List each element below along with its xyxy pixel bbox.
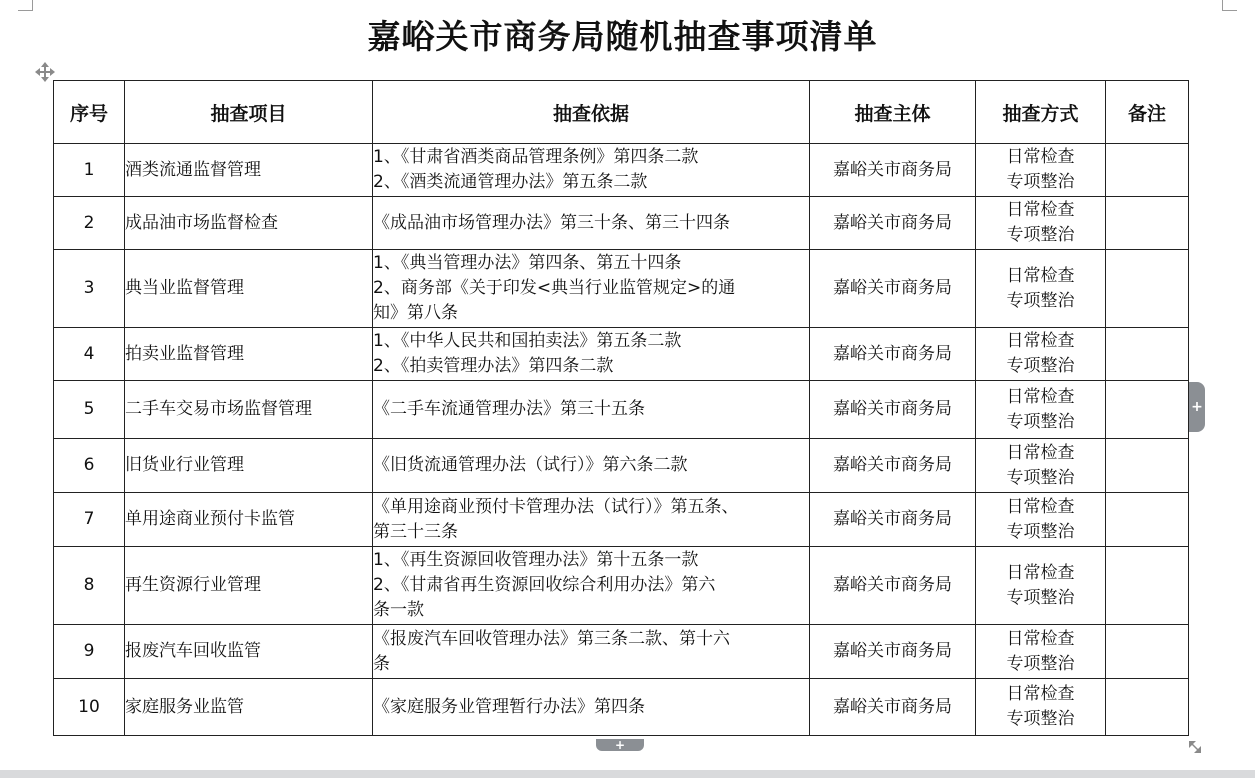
inspection-subject: 嘉峪关市商务局 xyxy=(810,625,976,679)
basis-line: 1、《甘肃省酒类商品管理条例》第四条二款 xyxy=(373,147,699,167)
inspection-basis xyxy=(373,250,810,328)
method-line: 专项整治 xyxy=(1006,521,1075,542)
inspection-note xyxy=(1106,679,1189,736)
resize-corner-icon[interactable] xyxy=(1188,739,1202,753)
method-line: 专项整治 xyxy=(1006,172,1075,192)
add-row-button[interactable] xyxy=(596,739,644,751)
inspection-method xyxy=(976,144,1106,197)
inspection-subject: 嘉峪关市商务局 xyxy=(810,439,976,493)
inspection-subject: 嘉峪关市商务局 xyxy=(810,493,976,547)
inspection-item: 二手车交易市场监督管理 xyxy=(125,381,373,439)
method-line: 专项整治 xyxy=(1006,653,1075,674)
inspection-note xyxy=(1106,625,1189,679)
inspection-item: 单用途商业预付卡监管 xyxy=(125,493,373,547)
inspection-note xyxy=(1106,197,1189,250)
basis-line: 《报废汽车回收管理办法》第三条二款、第十六 xyxy=(373,628,730,649)
inspection-method xyxy=(976,625,1106,679)
table-row xyxy=(54,328,1189,381)
table-header-row xyxy=(54,81,1189,144)
inspection-note xyxy=(1106,250,1189,328)
inspection-subject: 嘉峪关市商务局 xyxy=(810,381,976,439)
inspection-note xyxy=(1106,328,1189,381)
inspection-item: 报废汽车回收监管 xyxy=(125,625,373,679)
inspection-item: 酒类流通监督管理 xyxy=(125,144,373,197)
row-number: 1 xyxy=(54,144,125,197)
table-row xyxy=(54,547,1189,625)
add-column-button[interactable] xyxy=(1189,382,1205,432)
table-row xyxy=(54,493,1189,547)
inspection-item: 旧货业行业管理 xyxy=(125,439,373,493)
method-line: 专项整治 xyxy=(1006,587,1075,608)
basis-line: 1、《再生资源回收管理办法》第十五条一款 xyxy=(373,550,699,570)
basis-line: 2、《拍卖管理办法》第四条二款 xyxy=(373,356,614,376)
row-number: 4 xyxy=(54,328,125,381)
inspection-note xyxy=(1106,547,1189,625)
inspection-subject: 嘉峪关市商务局 xyxy=(810,144,976,197)
inspection-item: 典当业监督管理 xyxy=(125,250,373,328)
basis-line: 《二手车流通管理办法》第三十五条 xyxy=(373,399,645,419)
row-number: 8 xyxy=(54,547,125,625)
plus-icon: + xyxy=(614,738,626,752)
inspection-item: 家庭服务业监管 xyxy=(125,679,373,736)
method-line: 日常检查 xyxy=(1006,496,1075,517)
document-title: 嘉峪关市商务局随机抽查事项清单 xyxy=(367,17,878,56)
basis-line: 1、《中华人民共和国拍卖法》第五条二款 xyxy=(373,331,682,351)
inspection-item: 拍卖业监督管理 xyxy=(125,328,373,381)
inspection-method xyxy=(976,381,1106,439)
row-number: 5 xyxy=(54,381,125,439)
inspection-method xyxy=(976,679,1106,736)
method-line: 专项整治 xyxy=(1006,467,1075,488)
header-item: 抽查项目 xyxy=(125,81,373,144)
row-number: 9 xyxy=(54,625,125,679)
inspection-subject: 嘉峪关市商务局 xyxy=(810,197,976,250)
inspection-basis xyxy=(373,493,810,547)
page-corner-mark-right xyxy=(1222,0,1237,11)
method-line: 日常检查 xyxy=(1006,442,1075,463)
row-number: 3 xyxy=(54,250,125,328)
inspection-basis xyxy=(373,328,810,381)
inspection-item: 成品油市场监督检查 xyxy=(125,197,373,250)
method-line: 日常检查 xyxy=(1006,147,1075,167)
basis-line: 《单用途商业预付卡管理办法（试行）》第五条、 xyxy=(373,496,739,517)
inspection-subject: 嘉峪关市商务局 xyxy=(810,547,976,625)
basis-line: 《家庭服务业管理暂行办法》第四条 xyxy=(373,696,645,717)
table-row xyxy=(54,144,1189,197)
inspection-method xyxy=(976,439,1106,493)
header-basis: 抽查依据 xyxy=(373,81,810,144)
method-line: 日常检查 xyxy=(1006,386,1075,407)
table-row xyxy=(54,381,1189,439)
basis-line: 2、商务部《关于印发<典当行业监管规定>的通 xyxy=(373,278,736,298)
inspection-method xyxy=(976,328,1106,381)
page-corner-mark-left xyxy=(18,0,33,11)
inspection-basis xyxy=(373,197,810,250)
basis-line: 2、《酒类流通管理办法》第五条二款 xyxy=(373,172,648,192)
header-note: 备注 xyxy=(1106,81,1189,144)
method-line: 日常检查 xyxy=(1006,684,1075,704)
inspection-basis xyxy=(373,144,810,197)
basis-line: 《旧货流通管理办法（试行）》第六条二款 xyxy=(373,455,688,475)
table-row xyxy=(54,625,1189,679)
basis-line: 知》第八条 xyxy=(373,303,458,323)
basis-line: 《成品油市场管理办法》第三十条、第三十四条 xyxy=(373,212,730,233)
table-row xyxy=(54,197,1189,250)
inspection-method xyxy=(976,250,1106,328)
inspection-subject: 嘉峪关市商务局 xyxy=(810,679,976,736)
table-row xyxy=(54,679,1189,736)
header-method: 抽查方式 xyxy=(976,81,1106,144)
row-number: 7 xyxy=(54,493,125,547)
inspection-subject: 嘉峪关市商务局 xyxy=(810,250,976,328)
method-line: 日常检查 xyxy=(1006,628,1075,649)
basis-line: 2、《甘肃省再生资源回收综合利用办法》第六 xyxy=(373,575,716,595)
basis-line: 条 xyxy=(373,653,390,674)
method-line: 日常检查 xyxy=(1006,331,1075,351)
method-line: 日常检查 xyxy=(1006,200,1075,220)
row-number: 10 xyxy=(54,679,125,736)
inspection-basis xyxy=(373,625,810,679)
table-row xyxy=(54,250,1189,328)
inspection-subject: 嘉峪关市商务局 xyxy=(810,328,976,381)
method-line: 专项整治 xyxy=(1006,709,1075,729)
method-line: 专项整治 xyxy=(1006,225,1075,245)
method-line: 专项整治 xyxy=(1006,356,1075,376)
method-line: 专项整治 xyxy=(1006,290,1075,311)
method-line: 专项整治 xyxy=(1006,411,1075,432)
row-number: 6 xyxy=(54,439,125,493)
inspection-method xyxy=(976,547,1106,625)
method-line: 日常检查 xyxy=(1006,265,1075,286)
inspection-items-table xyxy=(53,80,1189,736)
inspection-note xyxy=(1106,439,1189,493)
inspection-method xyxy=(976,197,1106,250)
basis-line: 1、《典当管理办法》第四条、第五十四条 xyxy=(373,253,682,273)
row-number: 2 xyxy=(54,197,125,250)
method-line: 日常检查 xyxy=(1006,562,1075,583)
inspection-basis xyxy=(373,439,810,493)
inspection-basis xyxy=(373,547,810,625)
inspection-note xyxy=(1106,493,1189,547)
table-row xyxy=(54,439,1189,493)
plus-icon: + xyxy=(1191,399,1203,415)
inspection-basis xyxy=(373,679,810,736)
basis-line: 条一款 xyxy=(373,600,424,620)
header-subject: 抽查主体 xyxy=(810,81,976,144)
inspection-note xyxy=(1106,381,1189,439)
inspection-item: 再生资源行业管理 xyxy=(125,547,373,625)
bottom-status-bar xyxy=(0,770,1255,778)
inspection-method xyxy=(976,493,1106,547)
basis-line: 第三十三条 xyxy=(373,521,458,542)
inspection-note xyxy=(1106,144,1189,197)
header-no: 序号 xyxy=(54,81,125,144)
inspection-basis xyxy=(373,381,810,439)
